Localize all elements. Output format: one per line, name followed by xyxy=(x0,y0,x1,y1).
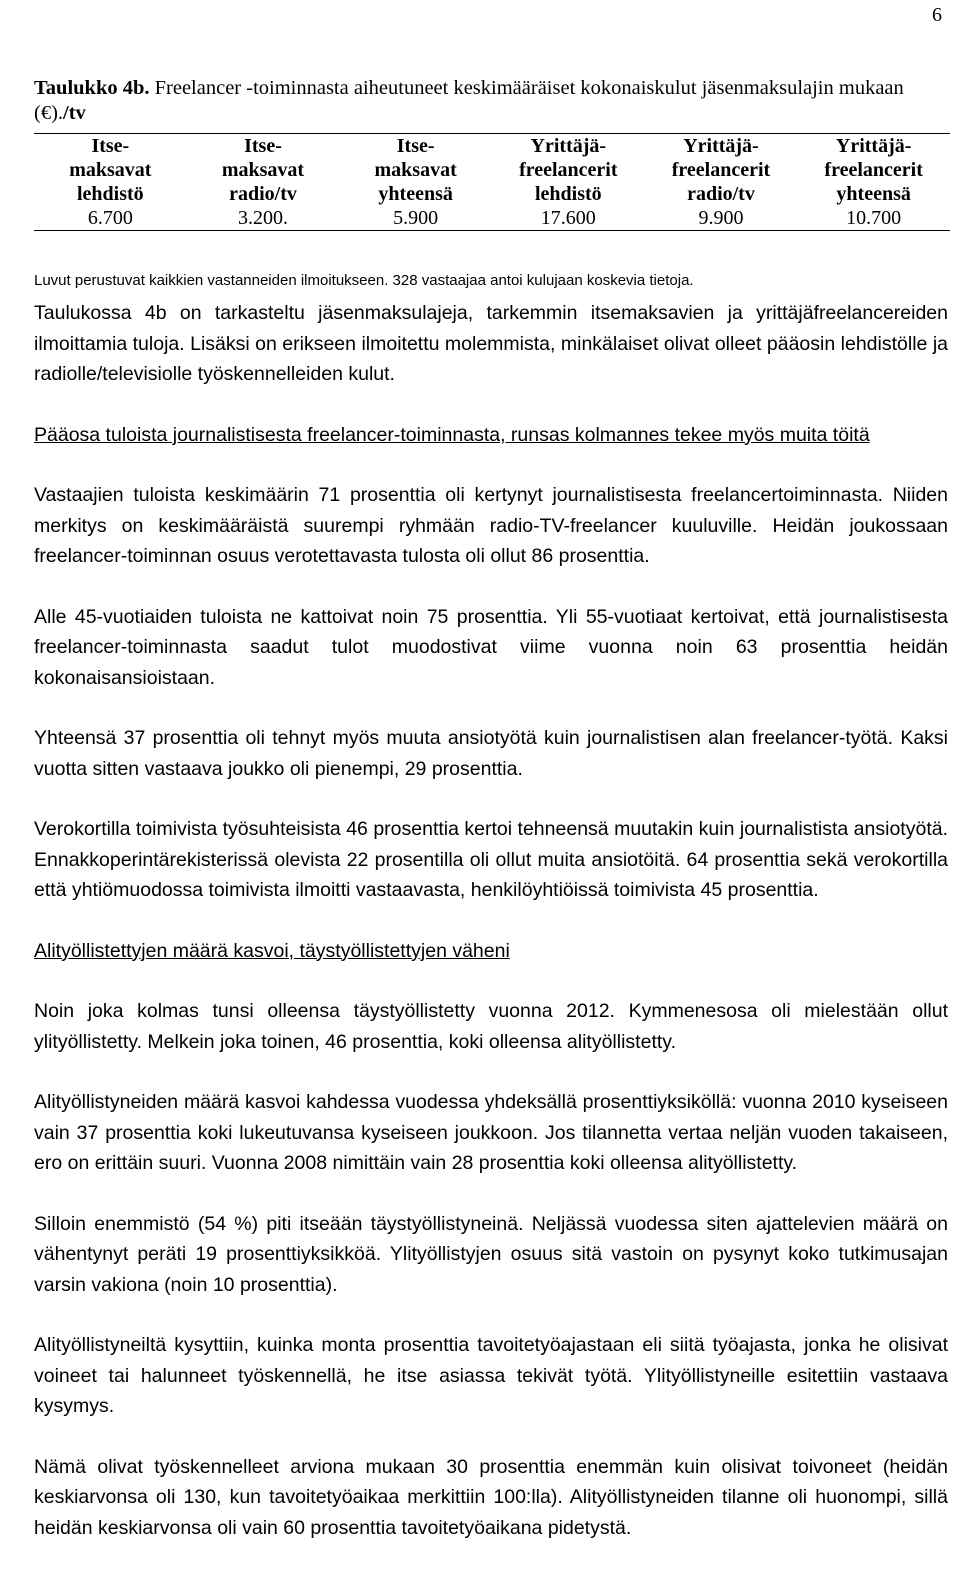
table-cell: 5.900 xyxy=(393,207,439,229)
table-cell: 17.600 xyxy=(540,207,596,229)
table-header-cell: Itse- maksavat radio/tv xyxy=(221,135,305,205)
paragraph: Yhteensä 37 prosenttia oli tehnyt myös muuta ansiotyötä kuin journalistisen alan freelancer-työtä. Kaksi vuotta sitten vastaava joukko oli pienempi, 29 prosenttia. xyxy=(34,727,948,780)
paragraph: Vastaajien tuloista keskimäärin 71 prosenttia oli kertynyt journalistisesta freelancertoiminnasta. Niiden merkitys on keskimääräistä suurempi ryhmään radio-TV-freelancer kuuluville. Heidän joukossaan freelancer-toiminnan osuus verotettavasta tulosta oli ollut 86 prosenttia. xyxy=(34,484,948,567)
table-header-cell: Yrittäjä- freelancerit radio/tv xyxy=(671,135,771,205)
table-header-cell: Itse- maksavat yhteensä xyxy=(374,135,457,205)
paragraph: Alle 45-vuotiaiden tuloista ne kattoivat noin 75 prosenttia. Yli 55-vuotiaat kertoivat, että journalistisesta freelancer-toiminnasta saadut tulot muodostivat viime vuonna noin 63 prosenttia heidän kokonaisansioistaan. xyxy=(34,605,948,689)
paragraph: Alityöllistyneiden määrä kasvoi kahdessa vuodessa yhdeksällä prosenttiyksiköllä: vuonna 2010 kyseiseen vain 37 prosenttia koki lukeutuvansa kyseiseen joukkoon. Jos tilannetta vertaa neljän vuoden takaiseen, ero on erittäin suuri. Vuonna 2008 nimittäin vain 28 prosenttia koki olleensa alityöllistetty. xyxy=(34,1091,948,1174)
cost-table-header xyxy=(34,134,950,207)
paragraph: Noin joka kolmas tunsi olleensa täystyöllistetty vuonna 2012. Kymmenesosa oli mielestään ollut ylityöllistetty. Melkein joka toinen, 46 prosenttia, koki olleensa alityöllistetty. xyxy=(34,1000,948,1053)
table-note: Luvut perustuvat kaikkien vastanneiden ilmoitukseen. 328 vastaajaa antoi kulujaan koskevia tietoja. xyxy=(34,272,694,289)
section-heading: Alityöllistettyjen määrä kasvoi, täystyöllistettyjen väheni xyxy=(34,939,510,962)
table-header-cell: Yrittäjä- freelancerit lehdistö xyxy=(519,135,618,205)
page-number: 6 xyxy=(932,4,942,26)
paragraph: Alityöllistyneiltä kysyttiin, kuinka monta prosenttia tavoitetyöajastaan eli siitä työajasta, jonka he olisivat voineet tai halunneet työskennellä, he itse asiassa tekivät työtä. Ylityöllistyneille esitettiin vastaava kysymys. xyxy=(34,1334,948,1417)
cost-table xyxy=(34,133,950,231)
table-header-row xyxy=(34,134,950,207)
paragraph: Taulukossa 4b on tarkasteltu jäsenmaksulajeja, tarkemmin itsemaksavien ja yrittäjäfreelancereiden ilmoittamia tuloja. Lisäksi on erikseen ilmoitettu molemmista, minkälaiset olivat olleet pääosin lehdistölle ja radiolle/televisiolle työskennelleiden kulut. xyxy=(34,302,948,385)
table-caption xyxy=(34,76,954,126)
body-text xyxy=(34,298,948,1573)
table-caption-text: Freelancer -toiminnasta aiheutuneet keskimääräiset kokonaiskulut jäsenmaksulajin mukaan (€). xyxy=(34,77,904,124)
table-cell: 9.900 xyxy=(698,207,744,229)
paragraph: Nämä olivat työskennelleet arviona mukaan 30 prosenttia enemmän kuin olisivat toivoneet (heidän keskiarvonsa oli 130, kun tavoitetyöaikaa merkittiin 100:lla). Alityöllistyneiden tilanne oli huonompi, sillä heidän keskiarvonsa oli vain 60 prosenttia tavoitetyöaikana pidetystä. xyxy=(34,1455,948,1539)
table-cell: 10.700 xyxy=(846,207,902,229)
table-header-cell: Yrittäjä- freelancerit yhteensä xyxy=(824,135,923,205)
table-caption-label: Taulukko 4b. xyxy=(34,77,150,99)
paragraph: Verokortilla toimivista työsuhteisista 46 prosenttia kertoi tehneensä muutakin kuin journalistista ansiotyötä. Ennakkoperintärekisterissä olevista 22 prosentilla oli ollut muita ansiotöitä. 64 prosenttia sekä verokortilla että yhtiömuodossa toimivista ilmoitti vastaavasta, henkilöyhtiöissä toimivista 45 prosenttia. xyxy=(34,818,948,901)
table-cell: 3.200. xyxy=(237,207,288,229)
paragraph: Silloin enemmistö (54 %) piti itseään täystyöllistyneinä. Neljässä vuodessa siten ajattelevien määrä on vähentynyt peräti 19 prosenttiyksikköä. Ylityöllistyjen osuus sitä vastoin on pysynyt koko tutkimusajan varsin vakiona (noin 10 prosenttia). xyxy=(34,1212,948,1296)
table-row xyxy=(34,206,950,231)
table-header-cell: Itse- maksavat lehdistö xyxy=(69,135,152,205)
section-heading: Pääosa tuloista journalistisesta freelancer-toiminnasta, runsas kolmannes tekee myös muita töitä xyxy=(34,423,870,446)
table-caption-suffix: /tv xyxy=(63,102,86,124)
table-cell: 6.700 xyxy=(87,207,133,229)
